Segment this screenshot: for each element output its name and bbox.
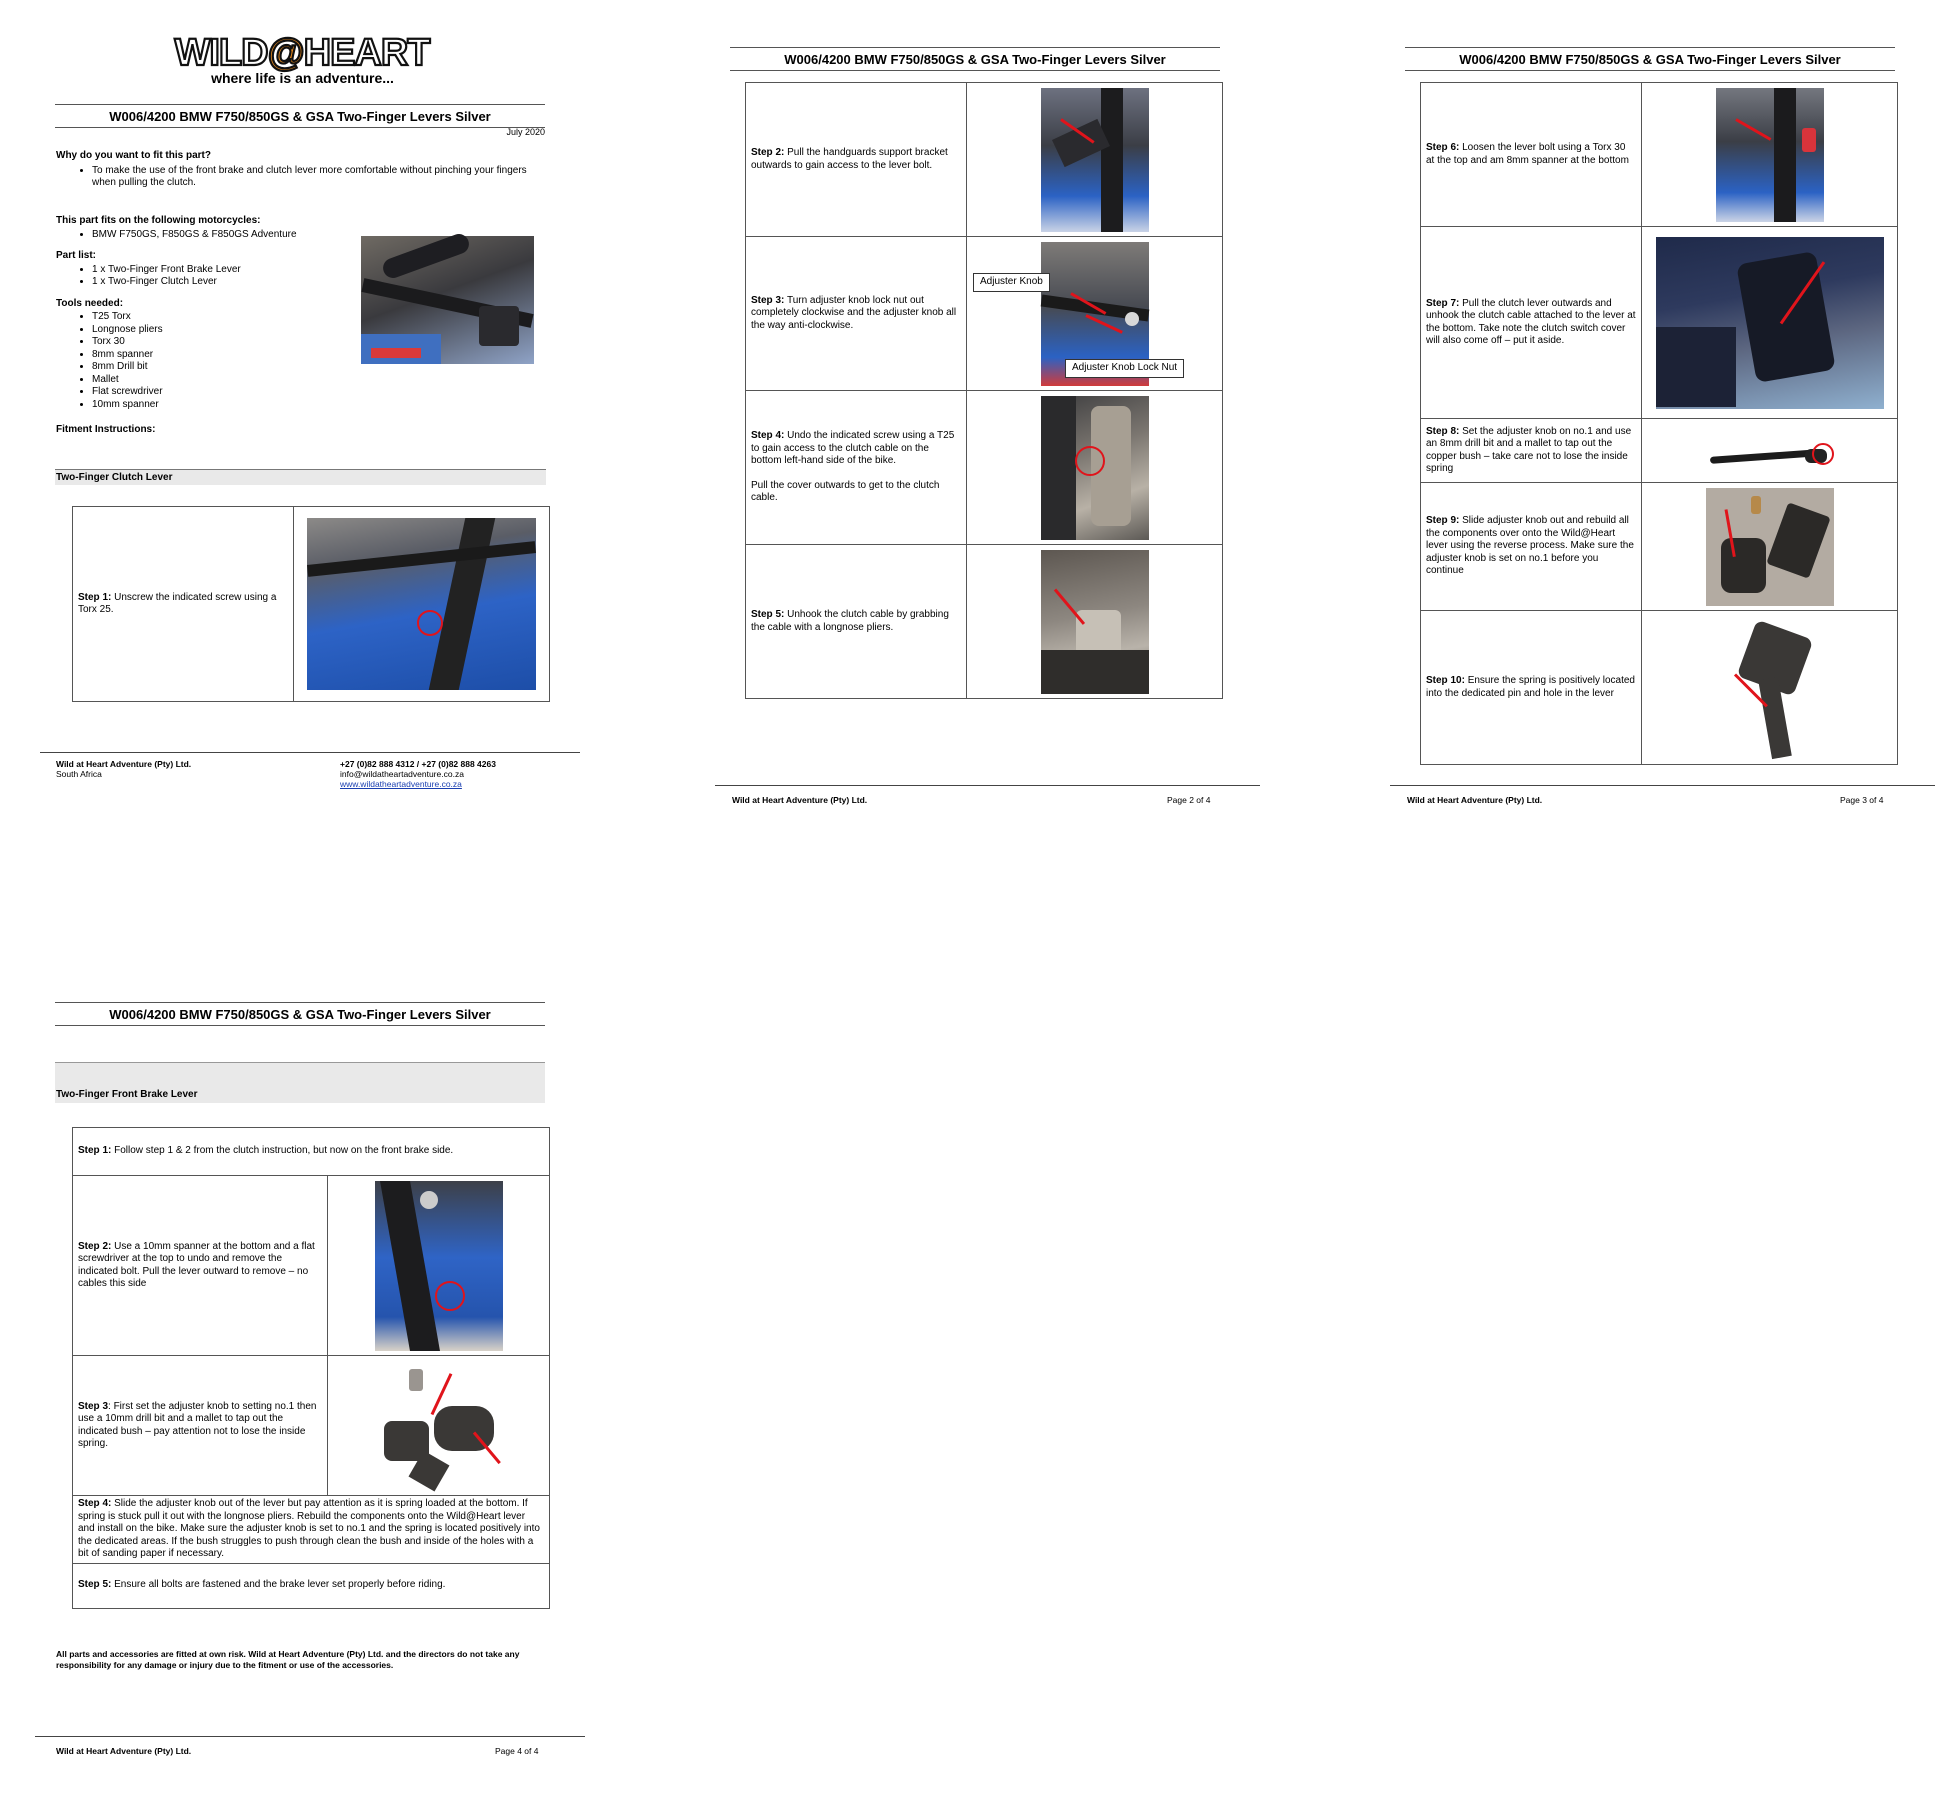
step-image-cell bbox=[1642, 611, 1898, 765]
step-image-cell bbox=[1642, 419, 1898, 483]
handguard-bracket-photo bbox=[1041, 88, 1149, 232]
why-item: • To make the use of the front brake and clutch lever more comfortable without pinching your fingers when pulling the clutch. bbox=[92, 165, 546, 190]
page-number: Page 3 of 4 bbox=[1840, 795, 1884, 805]
section-clutch-heading: Two-Finger Clutch Lever bbox=[55, 469, 546, 485]
tools-item: • T25 Torx bbox=[92, 311, 356, 324]
fitment-heading: Fitment Instructions: bbox=[56, 424, 156, 435]
step-image-cell bbox=[967, 83, 1223, 237]
step-label: Step 6: bbox=[1426, 142, 1460, 153]
step-image-cell bbox=[967, 545, 1223, 699]
logo-wordmark-image bbox=[174, 30, 430, 74]
step-text: Follow step 1 & 2 from the clutch instruction, but now on the front brake side. bbox=[114, 1145, 454, 1157]
step-text: Ensure all bolts are fastened and the brake lever set properly before riding. bbox=[111, 1579, 446, 1591]
footer-email: info@wildatheartadventure.co.za bbox=[340, 769, 464, 779]
handlebar-lever-photo bbox=[361, 236, 534, 364]
step-text: Slide the adjuster knob out of the lever but pay attention as it is spring loaded at the bottom. If spring is stuck pull it out with the longnose pliers. Rebuild the components onto the Wild@Heart lever and install on the bike. Make sure the adjuster knob is set to no.1 and the spring is located positively into the dedicated areas. If the bush struggles to push through clean the bush and inside of the holes with a bit of sanding paper if necessary. bbox=[78, 1498, 540, 1559]
document-title: W006/4200 BMW F750/850GS & GSA Two-Finger Levers Silver bbox=[1405, 47, 1895, 71]
step-text: Use a 10mm spanner at the bottom and a flat screwdriver at the top to undo and remove the indicated bolt. Pull the lever outward to remove – no cables this side bbox=[78, 1240, 315, 1289]
step-cell bbox=[73, 1496, 550, 1564]
step-label: Step 3: bbox=[751, 294, 785, 306]
page-4 bbox=[30, 985, 590, 1765]
callout-adjuster-knob: Adjuster Knob bbox=[973, 273, 1050, 292]
disclaimer-text: All parts and accessories are fitted at own risk. Wild at Heart Adventure (Pty) Ltd. and the directors do not take any responsibility for any damage or injury due to the fitment or use of the accessories. bbox=[56, 1649, 520, 1670]
step-text: Unscrew the indicated screw using a Torx 25. bbox=[78, 591, 277, 615]
lever-spring-photo bbox=[1720, 618, 1820, 758]
step-label: Step 1: bbox=[78, 591, 112, 603]
step-cell bbox=[746, 83, 967, 237]
svg-text:WILD@HEART: WILD@HEART bbox=[174, 32, 430, 74]
step-cell bbox=[746, 545, 967, 699]
step-label: Step 5: bbox=[78, 1579, 112, 1591]
step-text: Undo the indicated screw using a T25 to gain access to the clutch cable on the bottom left-hand side of the bike. bbox=[751, 430, 955, 467]
clutch-cable-photo bbox=[1041, 550, 1149, 694]
step-cell bbox=[73, 1563, 550, 1608]
section-brake-heading: Two-Finger Front Brake Lever bbox=[56, 1089, 198, 1100]
step-text: Ensure the spring is positively located into the dedicated pin and hole in the lever bbox=[1426, 675, 1635, 699]
clutch-lever-unhook-photo bbox=[1656, 237, 1884, 409]
step-text: Loosen the lever bolt using a Torx 30 at the top and am 8mm spanner at the bottom bbox=[1426, 142, 1629, 166]
step-image-cell bbox=[328, 1356, 550, 1496]
lever-bolt-photo bbox=[1716, 88, 1824, 222]
clutch-steps-table-continued bbox=[1420, 82, 1898, 765]
step-label: Step 4: bbox=[751, 430, 785, 442]
footer-company: Wild at Heart Adventure (Pty) Ltd. bbox=[56, 759, 192, 769]
brake-lever-bolt-photo bbox=[375, 1181, 503, 1351]
tools-item: • 8mm spanner bbox=[92, 349, 356, 362]
footer-company: Wild at Heart Adventure (Pty) Ltd. bbox=[1407, 795, 1543, 805]
parts-item: • 1 x Two-Finger Front Brake Lever bbox=[92, 264, 356, 277]
document-date: July 2020 bbox=[506, 127, 545, 137]
step-label: Step 2: bbox=[78, 1240, 112, 1252]
tools-item: • Torx 30 bbox=[92, 336, 356, 349]
clutch-steps-table bbox=[745, 82, 1223, 699]
step-cell bbox=[73, 1356, 328, 1496]
step-label: Step 4: bbox=[78, 1498, 112, 1509]
step-label: Step 7: bbox=[1426, 297, 1460, 309]
step-label: Step 10: bbox=[1426, 675, 1465, 686]
step-cell bbox=[746, 391, 967, 545]
footer-company: Wild at Heart Adventure (Pty) Ltd. bbox=[56, 1746, 192, 1756]
brake-steps-table bbox=[72, 1127, 550, 1609]
step-image-cell bbox=[1642, 83, 1898, 227]
step-image-cell bbox=[1642, 227, 1898, 419]
clutch-cover-photo bbox=[1041, 396, 1149, 540]
step-cell bbox=[73, 1176, 328, 1356]
page-1 bbox=[30, 0, 590, 850]
callout-adjuster-knob-lock-nut: Adjuster Knob Lock Nut bbox=[1065, 359, 1184, 378]
step-image-cell bbox=[328, 1176, 550, 1356]
step-label: Step 1: bbox=[78, 1145, 112, 1157]
fits-item: • BMW F750GS, F850GS & F850GS Adventure bbox=[92, 229, 356, 242]
step-text: Turn adjuster knob lock nut out completely clockwise and the adjuster knob all the way anti-clockwise. bbox=[751, 294, 957, 331]
step-text: Slide adjuster knob out and rebuild all the components over onto the Wild@Heart lever using the reverse process. Make sure the adjuster knob is set on no.1 before you continue bbox=[1426, 515, 1634, 577]
step-cell bbox=[73, 507, 294, 702]
step-image-cell bbox=[967, 391, 1223, 545]
step-text: Pull the cover outwards to get to the clutch cable. bbox=[751, 479, 940, 504]
step-label: Step 5: bbox=[751, 609, 785, 620]
why-heading: Why do you want to fit this part? bbox=[56, 150, 211, 161]
footer-country: South Africa bbox=[56, 769, 102, 779]
logo-tagline: where life is an adventure... bbox=[211, 70, 394, 86]
tools-heading: Tools needed: bbox=[56, 297, 124, 309]
document-title: W006/4200 BMW F750/850GS & GSA Two-Finger Levers Silver bbox=[55, 104, 545, 128]
step-text: : First set the adjuster knob to setting no.1 then use a 10mm drill bit and a mallet to tap out the indicated bush – pay attention not to lose the inside spring. bbox=[78, 1400, 317, 1449]
step-text: Pull the handguards support bracket outwards to gain access to the lever bolt. bbox=[751, 147, 948, 171]
page-2 bbox=[705, 0, 1265, 850]
clutch-step1-table bbox=[72, 506, 550, 702]
tools-item: • Mallet bbox=[92, 374, 356, 387]
step-cell bbox=[1421, 611, 1642, 765]
step-text: Unhook the clutch cable by grabbing the cable with a longnose pliers. bbox=[751, 609, 949, 633]
step-cell bbox=[746, 237, 967, 391]
brake-bush-components-photo bbox=[374, 1361, 504, 1491]
tools-item: • Flat screwdriver bbox=[92, 386, 356, 399]
step-image-cell bbox=[294, 507, 550, 702]
fits-heading: This part fits on the following motorcycles: bbox=[56, 215, 261, 226]
parts-item: • 1 x Two-Finger Clutch Lever bbox=[92, 276, 356, 289]
document-title: W006/4200 BMW F750/850GS & GSA Two-Finger Levers Silver bbox=[55, 1002, 545, 1026]
page-3 bbox=[1380, 0, 1940, 850]
footer-website-link[interactable]: www.wildatheartadventure.co.za bbox=[340, 779, 462, 789]
page-number: Page 2 of 4 bbox=[1167, 795, 1211, 805]
lever-bush-photo bbox=[1700, 431, 1840, 471]
footer-company: Wild at Heart Adventure (Pty) Ltd. bbox=[732, 795, 868, 805]
step-text: Pull the clutch lever outwards and unhook the clutch cable attached to the lever at the bottom. Take note the clutch switch cover will also come off – put it aside. bbox=[1426, 297, 1636, 346]
step-image-cell bbox=[1642, 483, 1898, 611]
step-cell bbox=[73, 1128, 550, 1176]
page-number: Page 4 of 4 bbox=[495, 1746, 539, 1756]
brand-logo bbox=[174, 30, 430, 90]
lever-components-photo bbox=[1706, 488, 1834, 606]
step-text: Set the adjuster knob on no.1 and use an 8mm drill bit and a mallet to tap out the copper bush – take care not to lose the inside spring bbox=[1426, 425, 1632, 474]
step-cell bbox=[1421, 483, 1642, 611]
step-label: Step 2: bbox=[751, 147, 785, 158]
tools-item: • 8mm Drill bit bbox=[92, 361, 356, 374]
step-label: Step 8: bbox=[1426, 425, 1460, 437]
tools-item: • 10mm spanner bbox=[92, 399, 356, 412]
document-title: W006/4200 BMW F750/850GS & GSA Two-Finger Levers Silver bbox=[730, 47, 1220, 71]
step-label: Step 9: bbox=[1426, 515, 1460, 527]
step-cell bbox=[1421, 227, 1642, 419]
footer-phone: +27 (0)82 888 4312 / +27 (0)82 888 4263 bbox=[340, 759, 496, 769]
step-label: Step 3 bbox=[78, 1400, 109, 1412]
tools-item: • Longnose pliers bbox=[92, 324, 356, 337]
step-cell bbox=[1421, 83, 1642, 227]
parts-heading: Part list: bbox=[56, 250, 97, 261]
clutch-screw-photo bbox=[307, 518, 536, 690]
step-image-cell bbox=[967, 237, 1223, 391]
step-cell bbox=[1421, 419, 1642, 483]
